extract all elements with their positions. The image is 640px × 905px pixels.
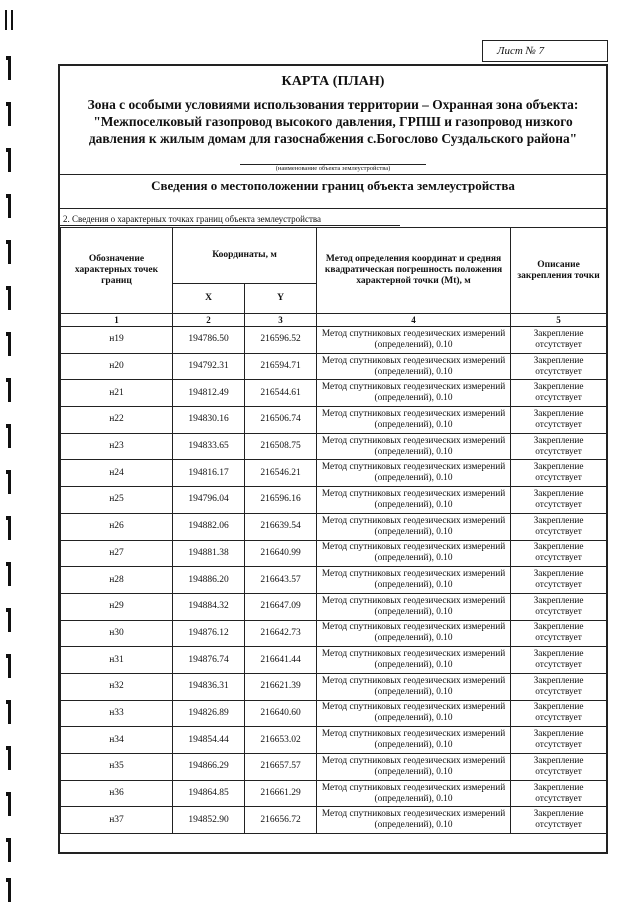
column-number: 1 [61,314,173,327]
table-row [61,540,607,567]
point-cell: н28 [61,567,173,594]
header-x: X [173,284,245,314]
point-cell: н30 [61,620,173,647]
method-cell: Метод спутниковых геодезических измерений (определений), 0.10 [317,380,511,407]
divider [60,208,606,209]
zone-title: Зона с особыми условиями использования территории – Охранная зона объекта: "Межпоселковый газопровод высокого давления, ГРПШ и газопровод низкого давления к жилым домам для газоснабжения с.Богослово Суздальского района" [87,97,579,146]
y-cell: 216641.44 [245,647,317,674]
x-cell: 194882.06 [173,513,245,540]
method-cell: Метод спутниковых геодезических измерений (определений), 0.10 [317,673,511,700]
method-cell: Метод спутниковых геодезических измерений (определений), 0.10 [317,727,511,754]
method-cell: Метод спутниковых геодезических измерений (определений), 0.10 [317,460,511,487]
point-cell: н23 [61,433,173,460]
point-cell: н19 [61,327,173,354]
x-cell: 194864.85 [173,780,245,807]
table-row [61,487,607,514]
table-row [61,353,607,380]
y-cell: 216661.29 [245,780,317,807]
x-cell: 194876.74 [173,647,245,674]
table-row [61,673,607,700]
table-row [61,593,607,620]
binding-holes-strip [0,0,22,905]
x-cell: 194812.49 [173,380,245,407]
method-cell: Метод спутниковых геодезических измерений (определений), 0.10 [317,567,511,594]
method-cell: Метод спутниковых геодезических измерений (определений), 0.10 [317,327,511,354]
y-cell: 216640.99 [245,540,317,567]
fixing-cell: Закрепление отсутствует [511,327,607,354]
divider [60,174,606,175]
y-cell: 216546.21 [245,460,317,487]
fixing-cell: Закрепление отсутствует [511,487,607,514]
y-cell: 216657.57 [245,754,317,781]
method-cell: Метод спутниковых геодезических измерений (определений), 0.10 [317,780,511,807]
column-number: 4 [317,314,511,327]
point-cell: н26 [61,513,173,540]
y-cell: 216647.09 [245,593,317,620]
y-cell: 216653.02 [245,727,317,754]
method-cell: Метод спутниковых геодезических измерений (определений), 0.10 [317,513,511,540]
header-coords: Координаты, м [173,228,317,284]
y-cell: 216656.72 [245,807,317,834]
y-cell: 216508.75 [245,433,317,460]
table-row [61,780,607,807]
method-cell: Метод спутниковых геодезических измерений (определений), 0.10 [317,647,511,674]
x-cell: 194786.50 [173,327,245,354]
method-cell: Метод спутниковых геодезических измерений (определений), 0.10 [317,540,511,567]
table-row [61,807,607,834]
table-row [61,620,607,647]
x-cell: 194881.38 [173,540,245,567]
sheet-number-box [482,40,608,62]
header-method: Метод определения координат и средняя квадратическая погрешность положения характерной точки (Mt), м [317,228,511,314]
x-cell: 194792.31 [173,353,245,380]
map-title: КАРТА (ПЛАН) [281,74,385,89]
x-cell: 194826.89 [173,700,245,727]
point-cell: н24 [61,460,173,487]
table-row [61,380,607,407]
x-cell: 194816.17 [173,460,245,487]
header-point: Обозначение характерных точек границ [61,228,173,314]
x-cell: 194833.65 [173,433,245,460]
table-row [61,407,607,434]
column-number: 5 [511,314,607,327]
x-cell: 194796.04 [173,487,245,514]
x-cell: 194886.20 [173,567,245,594]
sheet-number-label: Лист № 7 [497,45,545,57]
point-cell: н33 [61,700,173,727]
y-cell: 216544.61 [245,380,317,407]
fixing-cell: Закрепление отсутствует [511,727,607,754]
fixing-cell: Закрепление отсутствует [511,433,607,460]
y-cell: 216596.52 [245,327,317,354]
fixing-cell: Закрепление отсутствует [511,593,607,620]
fixing-cell: Закрепление отсутствует [511,460,607,487]
column-number: 2 [173,314,245,327]
point-cell: н21 [61,380,173,407]
method-cell: Метод спутниковых геодезических измерений (определений), 0.10 [317,433,511,460]
fixing-cell: Закрепление отсутствует [511,380,607,407]
fixing-cell: Закрепление отсутствует [511,353,607,380]
x-cell: 194830.16 [173,407,245,434]
point-cell: н20 [61,353,173,380]
method-cell: Метод спутниковых геодезических измерений (определений), 0.10 [317,353,511,380]
table-row [61,727,607,754]
table-row [61,647,607,674]
point-cell: н31 [61,647,173,674]
fixing-cell: Закрепление отсутствует [511,513,607,540]
point-cell: н29 [61,593,173,620]
fixing-cell: Закрепление отсутствует [511,807,607,834]
object-caption: (наименование объекта землеустройства) [240,164,426,173]
fixing-cell: Закрепление отсутствует [511,673,607,700]
x-cell: 194876.12 [173,620,245,647]
y-cell: 216639.54 [245,513,317,540]
point-cell: н22 [61,407,173,434]
subsection-title: 2. Сведения о характерных точках границ объекта землеустройства [63,214,322,224]
x-cell: 194836.31 [173,673,245,700]
x-cell: 194852.90 [173,807,245,834]
y-cell: 216642.73 [245,620,317,647]
point-cell: н25 [61,487,173,514]
method-cell: Метод спутниковых геодезических измерений (определений), 0.10 [317,620,511,647]
fixing-cell: Закрепление отсутствует [511,647,607,674]
fixing-cell: Закрепление отсутствует [511,780,607,807]
fixing-cell: Закрепление отсутствует [511,540,607,567]
map-header [60,66,606,174]
table-row [61,327,607,354]
y-cell: 216506.74 [245,407,317,434]
fixing-cell: Закрепление отсутствует [511,754,607,781]
point-cell: н36 [61,780,173,807]
table-row [61,567,607,594]
method-cell: Метод спутниковых геодезических измерений (определений), 0.10 [317,700,511,727]
point-cell: н35 [61,754,173,781]
header-fixing: Описание закрепления точки [511,228,607,314]
column-number: 3 [245,314,317,327]
fixing-cell: Закрепление отсутствует [511,620,607,647]
y-cell: 216640.60 [245,700,317,727]
point-cell: н32 [61,673,173,700]
y-cell: 216596.16 [245,487,317,514]
method-cell: Метод спутниковых геодезических измерений (определений), 0.10 [317,754,511,781]
y-cell: 216621.39 [245,673,317,700]
method-cell: Метод спутниковых геодезических измерений (определений), 0.10 [317,487,511,514]
subsection-underline [60,225,400,226]
x-cell: 194854.44 [173,727,245,754]
table-row [61,433,607,460]
method-cell: Метод спутниковых геодезических измерений (определений), 0.10 [317,407,511,434]
table-row [61,754,607,781]
boundary-points-table [60,227,607,834]
y-cell: 216594.71 [245,353,317,380]
table-row [61,700,607,727]
point-cell: н37 [61,807,173,834]
point-cell: н27 [61,540,173,567]
fixing-cell: Закрепление отсутствует [511,700,607,727]
x-cell: 194866.29 [173,754,245,781]
y-cell: 216643.57 [245,567,317,594]
header-y: Y [245,284,317,314]
method-cell: Метод спутниковых геодезических измерений (определений), 0.10 [317,807,511,834]
table-row [61,460,607,487]
table-row [61,513,607,540]
fixing-cell: Закрепление отсутствует [511,407,607,434]
method-cell: Метод спутниковых геодезических измерений (определений), 0.10 [317,593,511,620]
fixing-cell: Закрепление отсутствует [511,567,607,594]
section-title: Сведения о местоположении границ объекта землеустройства [151,178,515,193]
document-frame [58,64,608,854]
point-cell: н34 [61,727,173,754]
x-cell: 194884.32 [173,593,245,620]
